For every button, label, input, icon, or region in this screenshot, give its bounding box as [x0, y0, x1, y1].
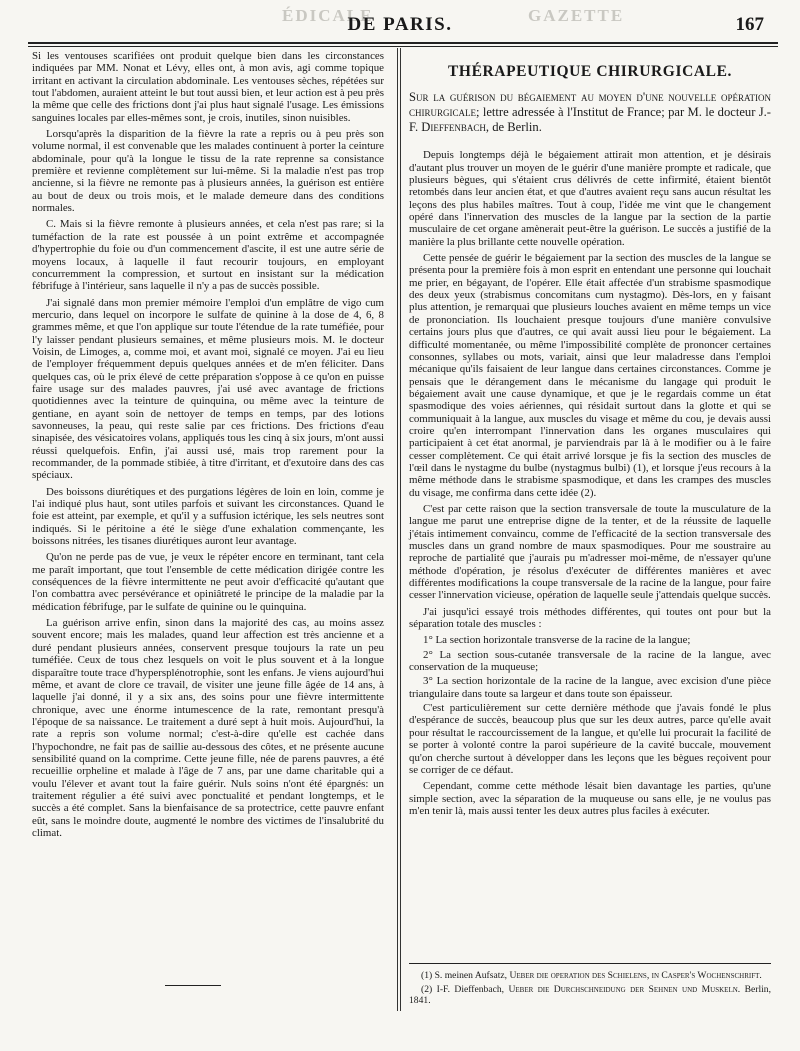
paragraph: Si les ventouses scarifiées ont produit quelque bien dans les circonstances indiquées par MM. Nonat et Lévy, elles ont, à mon avis, agi comme topique irritant en activant la circulation abdominale. Les ventouses sèches, répétées sur tout l'abdomen, auraient atteint le but tout aussi bien, et leur action est à peu près la même que celle des frictions dont j'ai plus haut signalé l'usage. Les émissions sanguines locales par elles-mêmes sont, je crois, inutiles, sinon nuisibles.	[32, 50, 384, 124]
paragraph: Lorsqu'après la disparition de la fièvre la rate a repris ou à peu près son volume normal, il est convenable que les malades continuent à porter la ceinture abdominale, pour qu'à la longue le tissu de la rate reprenne sa consistance première et revienne complètement sur lui-même. Si la maladie n'est pas trop ancienne, si la fièvre ne remonte pas à plusieurs années, la guérison est entière au bout de deux ou trois mois, et le malade demeure dans des conditions normales.	[32, 128, 384, 215]
bleed-through-text-right: GAZETTE	[528, 6, 625, 25]
paragraph: J'ai jusqu'ici essayé trois méthodes différentes, qui toutes ont pour but la séparation totale des muscles :	[409, 605, 771, 631]
bleed-through-text-left: ÉDICALE	[282, 6, 374, 25]
list-item: 3° La section horizontale de la racine de la langue, avec excision d'une pièce triangulaire dans toute sa largeur et dans toute son épaisseur.	[409, 675, 771, 700]
list-item: 1° La section horizontale transverse de la racine de la langue;	[423, 634, 691, 647]
paragraph: Qu'on ne perde pas de vue, je veux le répéter encore en terminant, tant cela me paraît important, que tout l'ensemble de cette médication dirigée contre les conséquences de la fièvre intermittente ne peut avoir d'efficacité qu'autant que l'on combattra avec persévérance et opiniâtreté le principe de la maladie par la médication fébrifuge, par le sulfate de quinine ou le quinquina.	[32, 551, 384, 613]
paragraph: Des boissons diurétiques et des purgations légères de loin en loin, comme je l'ai indiqué plus haut, sont utiles parfois et suivant les circonstances. Quand le foie est atteint, par exemple, et qu'il y a suffusion ictérique, les sels neutres sont indiqués. Si le péritoine a été le siège d'une exhalation commençante, les boissons nitrées, les tisanes diurétiques auront leur avantage.	[32, 485, 384, 548]
paragraph: C'est particulièrement sur cette dernière méthode que j'avais fondé le plus d'espérance de succès, beaucoup plus que sur les deux autres, parce qu'elle avait pour résultat le raccourcissement de la langue, et qu'elle lui procurait la facilité de se porter à volonté contre la paroi supérieure de la cavité buccale, mouvement qu'on cherche surtout à développer dans les leçons que les bègues reçoivent pour se corriger de ce défaut.	[409, 702, 771, 776]
footnote-text: (1) S. meinen Aufsatz,	[421, 970, 510, 981]
paragraph: J'ai signalé dans mon premier mémoire l'emploi d'un emplâtre de vigo cum mercurio, dans lequel on incorpore le sulfate de quinine à la dose de 4, 6, 8 grammes même, et que l'on applique sur toute l'étendue de la rate tuméfiée, pour l'y laisser pendant plusieurs semaines, et même plusieurs mois. M. le docteur Voisin, de Limoges, a, comme moi, et avant moi, signalé ce moyen. J'ai eu lieu de l'employer fréquemment depuis quelques années et de m'en féliciter. Dans quelques cas, où le prix élevé de cette préparation s'oppose à ce qu'on en puisse faire usage sur des malades pauvres, j'ai usé avec avantage de frictions quotidiennes avec la teinture de quinquina, ou même avec la teinture de gentiane, en ayant soin de nettoyer de temps en temps, par des lotions savonneuses, la peau, qui reste salie par ces frictions. Des frictions d'eau sinapisée, des vésicatoires volans, appliqués tous les cinq à six jours, m'ont aussi réussi quelquefois. Enfin, j'ai aussi usé, mais trop rarement pour la recommander, de la pommade stibiée, à titre d'irritant, et d'exutoire dans des cas spéciaux.	[32, 296, 384, 482]
article-subtitle	[409, 90, 771, 135]
paragraph: La guérison arrive enfin, sinon dans la majorité des cas, au moins assez souvent encore; mais les malades, quand leur affection est très ancienne et a duré pendant plusieurs années, conservent presque toujours la rate un peu tuméfiée. Ceux de tous chez lesquels on voit le plus souvent et à la longue disparaître toute trace d'hypersplénotrophie, sont les enfans. Je viens aujourd'hui même, et avant de clore ce travail, de visiter une jeune fille âgée de 14 ans, à laquelle j'ai donné, il y a six ans, des soins pour une fièvre intermittente chronique, avec une énorme intumescence de la rate, remontant presqu'à l'époque de sa naissance. Le traitement a duré sept à huit mois. Aujourd'hui, la rate a repris son volume normal; c'est-à-dire qu'elle est cachée dans l'hypochondre, ne fait pas de saillie au-dessous des côtes, et ne présente aucune sensibilité quand on la comprime. Cette jeune fille, née de parens pauvres, a été recueillie orpheline et malade à l'âge de 7 ans, par une dame charitable qui a voulu l'élever et avant tout la faire guérir. Nuls soins n'ont été épargnés: un traitement régulier a été suivi avec ponctualité et pendant longtemps, et le succès a été complet. Sans la bienfaisance de sa protectrice, cette pauvre enfant eût, sans le moindre doute, augmenté le nombre des victimes de l'insalubrité du climat.	[32, 617, 384, 839]
footnotes	[409, 970, 771, 1009]
subtitle-author: Dieffenbach	[421, 120, 486, 135]
list-item: 2° La section sous-cutanée transversale de la racine de la langue, avec conservation de la muqueuse;	[409, 648, 771, 674]
footnote-title: Ueber die operation des Schielens, in Casper's Wochenschrift.	[509, 970, 762, 981]
footnote-1	[409, 970, 771, 981]
footnote-2	[409, 984, 771, 1006]
column-divider-inner	[400, 48, 401, 1011]
paragraph: C. Mais si la fièvre remonte à plusieurs années, et cela n'est pas rare; si la tuméfaction de la rate est poussée à un point extrême et accompagnée d'hypertrophie du foie ou d'un commencement d'ascite, il est une autre série de moyens locaux, à laquelle il faut recourir toujours, en employant concurremment la compression, et surtout en insistant sur la médication fébrifuge à l'intérieur, sans laquelle il n'y a pas de succès possible.	[32, 218, 384, 293]
section-title: THÉRAPEUTIQUE CHIRURGICALE.	[447, 63, 733, 80]
footnote-rule	[409, 963, 771, 964]
paragraph: Cette pensée de guérir le bégaiement par la section des muscles de la langue se présenta pour la première fois à mon esprit en entendant une personne qui louchait me prier, en bégayant, de l'opérer. Elle était affectée d'un strabisme spasmodique des deux yeux (strabismus concomitans cum nystagmo). Dès-lors, en y faisant plus attention, je remarquai que plusieurs louches avaient en même temps un vice de prononciation. Ils louchaient presque toujours d'une manière convulsive certains jours plus que d'autres, ce qui avait aussi lieu pour le bégaiement. La difficulté momentanée, ou même l'impossibilité complète de prononcer certaines consonnes, syllabes ou mots, variait, ainsi que leur maladresse dans l'emploi mécanique qu'ils faisaient de leur langue dans certaines circonstances. Comme je pensais que le dérangement dans le mécanisme du langage qui produit le bégaiement avait une cause dynamique, et que je le regardais comme un état spasmodique des voies aériennes, qui résidait surtout dans la glotte et qui se communiquait à la langue, aux muscles du visage et même du cou, je devais aussi croire qu'en interrompant l'innervation dans les organes musculaires qui participaient à cet état anormal, je parviendrais par là à le modifier ou à le faire cesser complètement. Ce qui était arrivé lorsque je fis la section des muscles de l'œil dans le nystagme du bulbe (nystagmus bulbi) (1), et lorsque j'eus recours à la même méthode dans le strabisme spasmodique, et dans les crampes des muscles du visage, me confirma dans cette idée (2).	[409, 252, 771, 499]
end-rule	[165, 985, 221, 986]
paragraph: C'est par cette raison que la section transversale de toute la musculature de la langue me parut une entreprise digne de la tenter, et de la réussite de laquelle j'étais intimement convaincu, comme de l'efficacité de la section transversale des muscles dans un grand nombre de maux spasmodiques. Pour me soustraire au reproche de partialité que j'aurais pu m'adresser moi-même, de n'essayer qu'une méthode d'opération, je résolus d'exécuter de différentes manières et avec différentes modifications la coupe transversale de la racine de la langue, pour faire cesser l'innervation vicieuse, opération de laquelle seule j'attendais quelque succès.	[409, 502, 771, 602]
footnote-text: (2) I-F. Dieffenbach,	[421, 984, 509, 995]
footnote-title: Ueber die Durchschneidung der Sehnen und Muskeln.	[508, 984, 741, 995]
running-title: DE PARIS.	[347, 14, 453, 35]
paragraph: Cependant, comme cette méthode lésait bien davantage les parties, qu'une simple section, avec la séparation de la muqueuse ou sans elle, je ne voulus pas m'en tenir là, mais aussi tenter les deux autres plus faciles à exécuter.	[409, 780, 771, 817]
header-rule	[28, 42, 778, 47]
paragraph: Depuis longtemps déjà le bégaiement attirait mon attention, et je désirais d'autant plus trouver un moyen de le guérir d'une manière prompte et radicale, que plusieurs bègues, qui s'étaient crus délivrés de cette infirmité, étaient bientôt retombés dans leur ancien état, et que d'autres avaient reçu sans aucun résultat les leçons des plus habiles maîtres. Tout à coup, l'idée me vint que le changement opéré dans l'innervation des muscles de la langue par la section de la partie musculaire de cet organe amènerait peut-être la guérison. Le succès a justifié de la manière la plus brillante cette nouvelle opération.	[409, 149, 771, 248]
page-number: 167	[735, 14, 764, 35]
subtitle-rest: lettre adressée à l'Institut de France; par M. le docteur J.-F.	[409, 105, 771, 135]
subtitle-city: , de Berlin.	[485, 120, 542, 135]
footnote-rest: Berlin, 1841.	[409, 984, 771, 1006]
right-column	[409, 50, 771, 821]
subtitle-smallcaps: Sur la guérison du bégaiement au moyen d'une nouvelle opération chirurgicale;	[409, 90, 771, 120]
left-column	[32, 50, 384, 843]
column-divider	[397, 48, 398, 1011]
page-header	[20, 14, 780, 38]
